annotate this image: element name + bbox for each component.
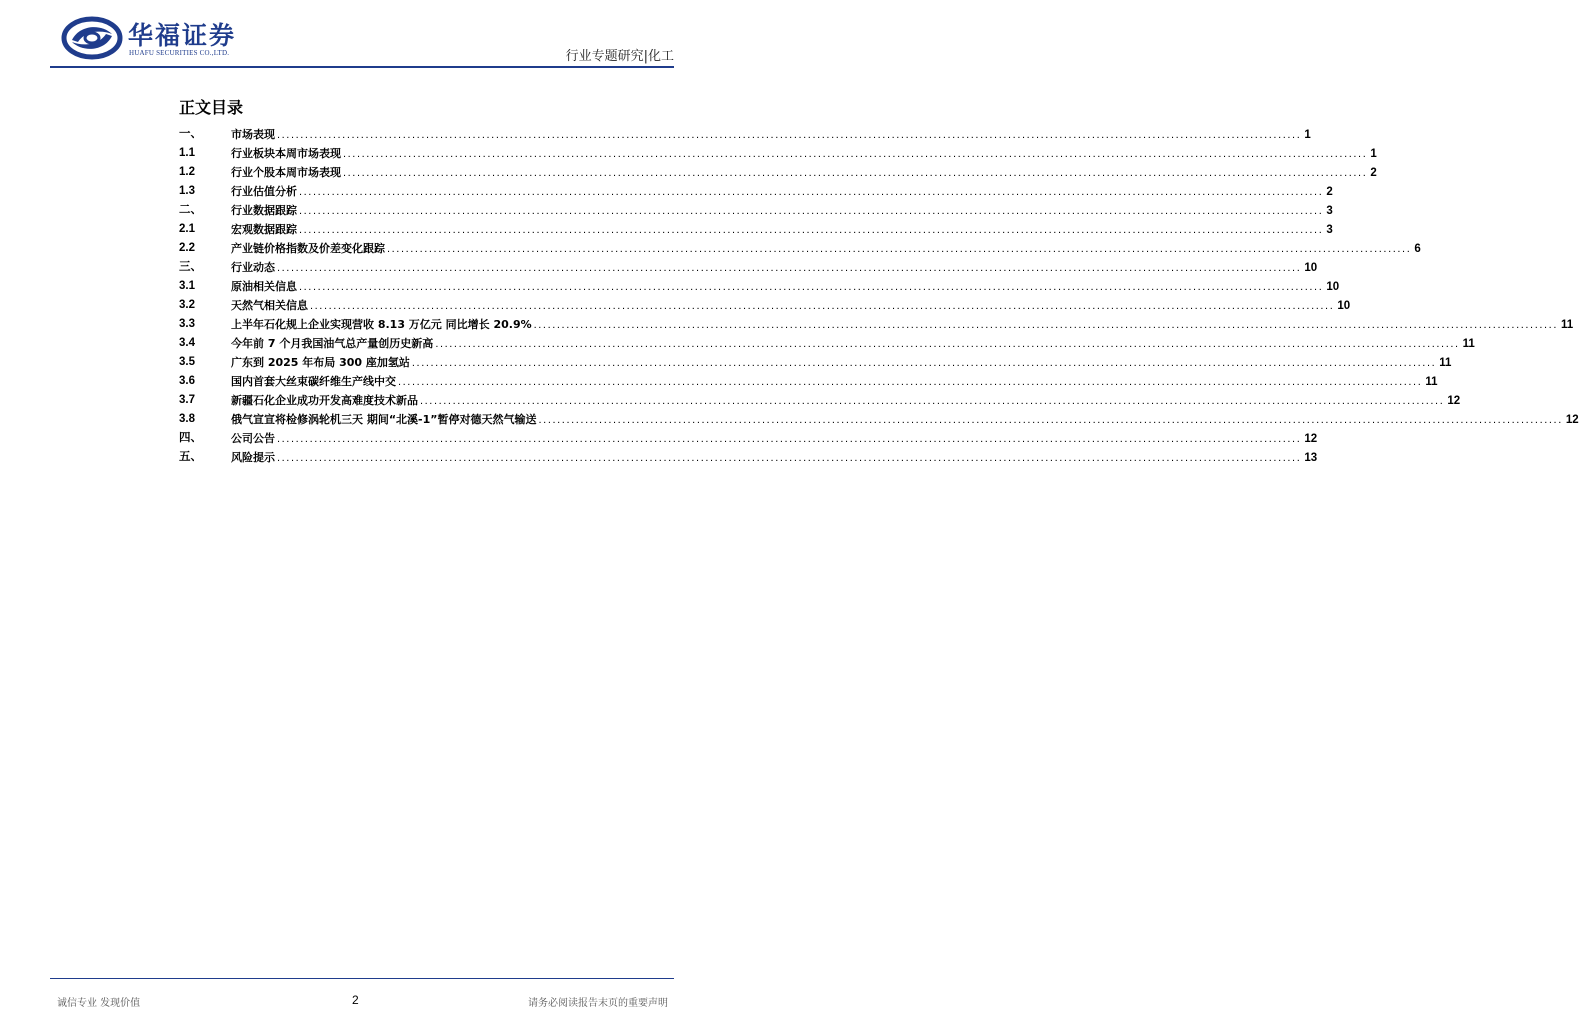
toc-entry-body	[231, 220, 1333, 240]
toc-entry-number: 2.1	[179, 223, 195, 235]
toc-entry-body	[231, 144, 1377, 164]
toc-entry[interactable]	[179, 410, 1579, 429]
toc-entry-body	[231, 163, 1377, 183]
toc-entry-number: 3.2	[179, 299, 195, 311]
toc-entry-page[interactable]: 12	[1447, 395, 1461, 407]
toc-entry-page[interactable]: 10	[1304, 262, 1318, 274]
toc-entry-number: 3.1	[179, 280, 195, 292]
toc-dot-leader: ............................................................................................................................................................................................................................	[277, 129, 1302, 141]
toc-entry-number: 2.2	[179, 242, 195, 254]
toc-entry-page[interactable]: 12	[1304, 433, 1318, 445]
toc-entry-page[interactable]: 2	[1370, 167, 1377, 179]
toc-entry-title[interactable]: 国内首套大丝束碳纤维生产线中交	[231, 375, 396, 388]
toc-entry-body	[231, 372, 1438, 392]
toc-entry-title[interactable]: 广东到 2025 年布局 300 座加氢站	[231, 356, 410, 369]
toc-entry-page[interactable]: 2	[1326, 186, 1333, 198]
toc-dot-leader: ............................................................................................................................................................................................................................	[538, 414, 1563, 426]
toc-entry-page[interactable]: 11	[1560, 319, 1574, 331]
toc-entry-title[interactable]: 行业板块本周市场表现	[231, 147, 341, 160]
toc-entry-page[interactable]: 12	[1565, 414, 1579, 426]
toc-entry-number: 3.7	[179, 394, 195, 406]
toc-entry-number: 3.8	[179, 413, 195, 425]
toc-dot-leader: ............................................................................................................................................................................................................................	[435, 338, 1460, 350]
header-divider	[50, 66, 674, 68]
footer-divider	[50, 978, 674, 979]
toc-entry[interactable]	[179, 315, 1574, 334]
toc-dot-leader: ............................................................................................................................................................................................................................	[310, 300, 1335, 312]
toc-entry-title[interactable]: 原油相关信息	[231, 280, 297, 293]
toc-entry-title[interactable]: 天然气相关信息	[231, 299, 308, 312]
logo-chinese-name: 华福证券	[128, 21, 237, 50]
footer-slogan: 诚信专业 发现价值	[57, 998, 141, 1009]
toc-entry[interactable]	[179, 182, 1333, 201]
toc-entry-page[interactable]: 11	[1439, 357, 1452, 369]
report-type: 行业专题研究|化工	[565, 49, 674, 64]
toc-entry-number: 1.3	[179, 185, 195, 197]
toc-entry[interactable]	[179, 296, 1351, 315]
toc-entry-number: 五、	[179, 451, 202, 463]
toc-entry-title[interactable]: 公司公告	[231, 432, 275, 445]
toc-entry-body	[231, 258, 1318, 278]
toc-entry[interactable]	[179, 239, 1421, 258]
toc-entry-body	[231, 334, 1475, 354]
toc-entry-title[interactable]: 行业估值分析	[231, 185, 297, 198]
toc-entry-number: 1.1	[179, 147, 195, 159]
toc-entry-page[interactable]: 13	[1304, 452, 1318, 464]
toc-entry-body	[231, 125, 1311, 145]
toc-entry-number: 3.4	[179, 337, 195, 349]
toc-entry-number: 三、	[179, 261, 202, 273]
toc-title: 正文目录	[179, 98, 244, 117]
toc-entry-page[interactable]: 10	[1326, 281, 1340, 293]
toc-entry-number: 3.3	[179, 318, 195, 330]
toc-dot-leader: ............................................................................................................................................................................................................................	[299, 224, 1324, 236]
toc-dot-leader: ............................................................................................................................................................................................................................	[343, 167, 1368, 179]
toc-entry[interactable]	[179, 125, 1311, 144]
toc-dot-leader: ............................................................................................................................................................................................................................	[387, 243, 1412, 255]
toc-entry-title[interactable]: 今年前 7 个月我国油气总产量创历史新高	[231, 337, 434, 350]
toc-dot-leader: ............................................................................................................................................................................................................................	[420, 395, 1445, 407]
toc-entry-page[interactable]: 11	[1462, 338, 1475, 350]
toc-entry-body	[231, 239, 1421, 259]
toc-dot-leader: ............................................................................................................................................................................................................................	[411, 357, 1437, 369]
toc-entry[interactable]	[179, 258, 1318, 277]
toc-entry-body	[231, 277, 1340, 297]
toc-entry-number: 3.5	[179, 356, 195, 368]
toc-dot-leader: ............................................................................................................................................................................................................................	[277, 452, 1302, 464]
toc-dot-leader: ............................................................................................................................................................................................................................	[299, 186, 1324, 198]
toc-entry-title[interactable]: 俄气宣宣将检修涡轮机三天 期间“北溪-1”暂停对德天然气输送	[231, 413, 537, 426]
toc-entry[interactable]	[179, 429, 1318, 448]
toc-dot-leader: ............................................................................................................................................................................................................................	[398, 376, 1423, 388]
toc-entry[interactable]	[179, 220, 1333, 239]
toc-entry-body	[231, 201, 1333, 221]
toc-entry-page[interactable]: 11	[1425, 376, 1438, 388]
toc-entry-title[interactable]: 行业动态	[231, 261, 275, 274]
toc-dot-leader: ............................................................................................................................................................................................................................	[299, 205, 1324, 217]
toc-entry-body	[231, 182, 1333, 202]
toc-entry-title[interactable]: 行业个股本周市场表现	[231, 166, 341, 179]
toc-dot-leader: ............................................................................................................................................................................................................................	[277, 433, 1302, 445]
toc-entry-page[interactable]: 1	[1370, 148, 1377, 160]
toc-entry[interactable]	[179, 448, 1318, 467]
toc-entry-body	[231, 296, 1351, 316]
page-header	[60, 14, 674, 68]
toc-entry-page[interactable]: 3	[1326, 205, 1333, 217]
toc-entry-title[interactable]: 上半年石化规上企业实现营收 8.13 万亿元 同比增长 20.9%	[231, 318, 532, 331]
toc-entry[interactable]	[179, 201, 1333, 220]
toc-dot-leader: ............................................................................................................................................................................................................................	[299, 281, 1324, 293]
logo-english-name: HUAFU SECURITIES CO.,LTD.	[129, 49, 230, 57]
toc-entry-number: 1.2	[179, 166, 195, 178]
toc-dot-leader: ............................................................................................................................................................................................................................	[343, 148, 1368, 160]
toc-entry-body	[231, 429, 1318, 449]
toc-entry-title[interactable]: 风险提示	[231, 451, 275, 464]
company-logo	[62, 16, 262, 66]
footer-disclaimer: 请务必阅读报告末页的重要声明	[528, 998, 668, 1009]
toc-entry-number: 一、	[179, 128, 202, 140]
table-of-contents	[179, 125, 1579, 467]
toc-entry-page[interactable]: 10	[1337, 300, 1351, 312]
toc-entry-body	[231, 410, 1579, 430]
toc-entry[interactable]	[179, 163, 1377, 182]
toc-entry[interactable]	[179, 334, 1475, 353]
toc-entry-body	[231, 391, 1461, 411]
page-number: 2	[352, 993, 359, 1007]
toc-entry-page[interactable]: 6	[1414, 243, 1421, 255]
toc-entry-number: 3.6	[179, 375, 195, 387]
toc-entry-title[interactable]: 宏观数据跟踪	[231, 223, 297, 236]
toc-entry[interactable]	[179, 372, 1438, 391]
toc-entry-title[interactable]: 新疆石化企业成功开发高难度技术新品	[231, 394, 418, 407]
toc-entry-title[interactable]: 行业数据跟踪	[231, 204, 297, 217]
toc-entry[interactable]	[179, 277, 1340, 296]
toc-entry-body	[231, 353, 1452, 373]
toc-entry-title[interactable]: 产业链价格指数及价差变化跟踪	[231, 242, 385, 255]
toc-entry-title[interactable]: 市场表现	[231, 128, 275, 141]
toc-entry-number: 四、	[179, 432, 202, 444]
toc-entry-page[interactable]: 3	[1326, 224, 1333, 236]
toc-entry-body	[231, 315, 1574, 335]
toc-entry[interactable]	[179, 353, 1452, 372]
toc-entry[interactable]	[179, 144, 1377, 163]
toc-entry-body	[231, 448, 1318, 468]
toc-entry-page[interactable]: 1	[1304, 129, 1311, 141]
toc-entry-number: 二、	[179, 204, 202, 216]
toc-dot-leader: ............................................................................................................................................................................................................................	[277, 262, 1302, 274]
toc-dot-leader: ............................................................................................................................................................................................................................	[533, 319, 1558, 331]
huafu-logo-icon	[62, 16, 124, 60]
toc-entry[interactable]	[179, 391, 1461, 410]
